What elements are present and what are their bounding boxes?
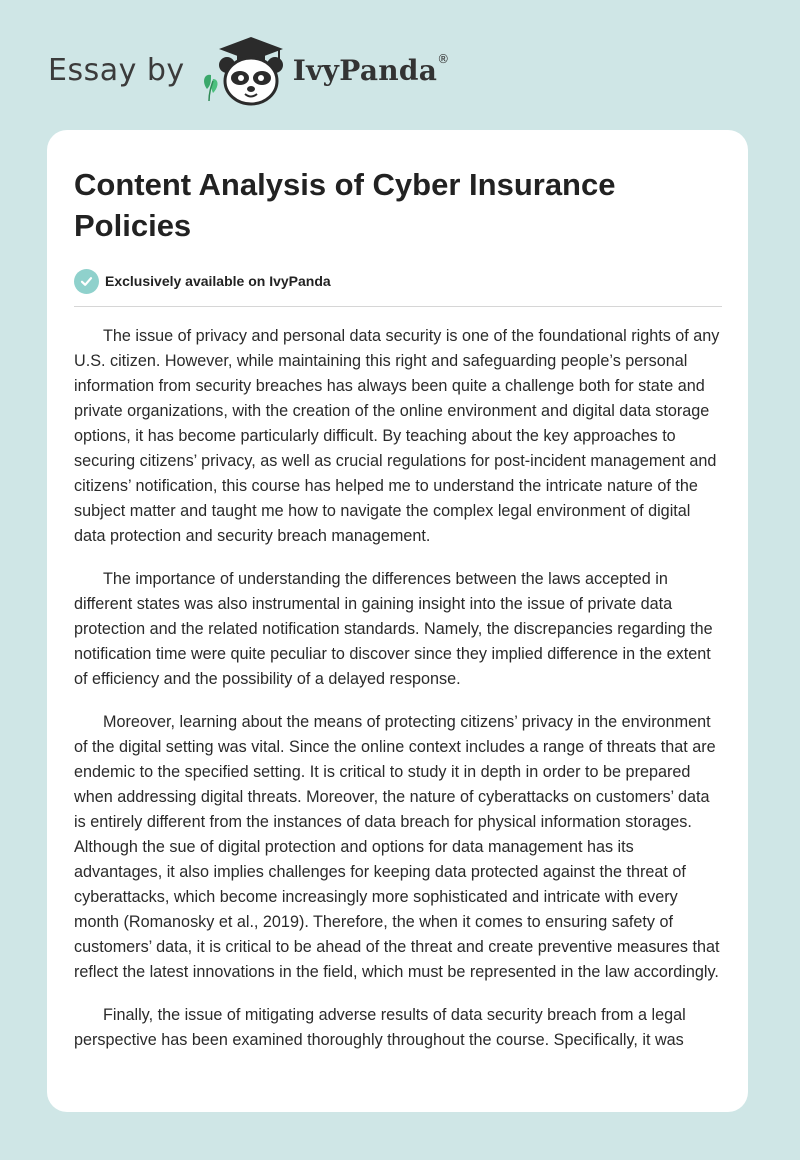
check-icon (74, 269, 99, 294)
registered-mark: ® (437, 52, 450, 66)
site-header (0, 0, 800, 130)
essay-body (74, 324, 724, 1053)
exclusive-badge (74, 268, 721, 294)
panda-graduate-icon (199, 31, 291, 107)
paragraph-3: Moreover, learning about the means of protecting citizens’ privacy in the environment of the digital setting was vital. Since the online context includes a range of threats that are endemic to the specified setting. It is critical to study it in depth in order to be prepared when addressing digital threats. Moreover, the nature of cyberattacks on customers’ data is entirely different from the instances of data breach for physical information storages. Although the sue of digital protection and options for data management has its advantages, it also implies challenges for keeping data protected against the threat of cyberattacks, which become increasingly more sophisticated and intricate with every month (Romanosky et al., 2019). Therefore, the when it comes to ensuring safety of customers’ data, it is critical to be ahead of the threat and create preventive measures that reflect the latest innovations in the field, which must be represented in the law accordingly. (74, 713, 720, 981)
brand-logo[interactable] (48, 34, 449, 104)
brand-prefix: Essay by (48, 52, 185, 88)
badge-text: Exclusively available on IvyPanda (105, 273, 331, 289)
leaf-icon (204, 75, 217, 101)
paragraph-1: The issue of privacy and personal data security is one of the foundational rights of any U.S. citizen. However, while maintaining this right and safeguarding people’s personal information from security breaches has always been quite a challenge both for state and private organizations, with the creation of the online environment and digital data storage options, it has become particularly difficult. By teaching about the key approaches to securing citizens’ privacy, as well as crucial regulations for post-incident management and citizens’ notification, this course has helped me to understand the intricate nature of the subject matter and taught me how to navigate the complex legal environment of digital data protection and security breach management. (74, 327, 720, 545)
paragraph-4: Finally, the issue of mitigating adverse results of data security breach from a legal perspective has been examined thoroughly throughout the course. Specifically, it was (74, 1006, 686, 1049)
brand-name: IvyPanda (292, 53, 438, 87)
paragraph-2: The importance of understanding the differences between the laws accepted in different states was also instrumental in gaining insight into the issue of private data protection and the related notification standards. Namely, the discrepancies regarding the notification time were quite peculiar to discover since they implied difference in the extent of efficiency and the possibility of a delayed response. (74, 570, 713, 688)
divider (74, 306, 722, 307)
page-title: Content Analysis of Cyber Insurance Policies (74, 167, 616, 243)
essay-card (47, 130, 748, 1112)
